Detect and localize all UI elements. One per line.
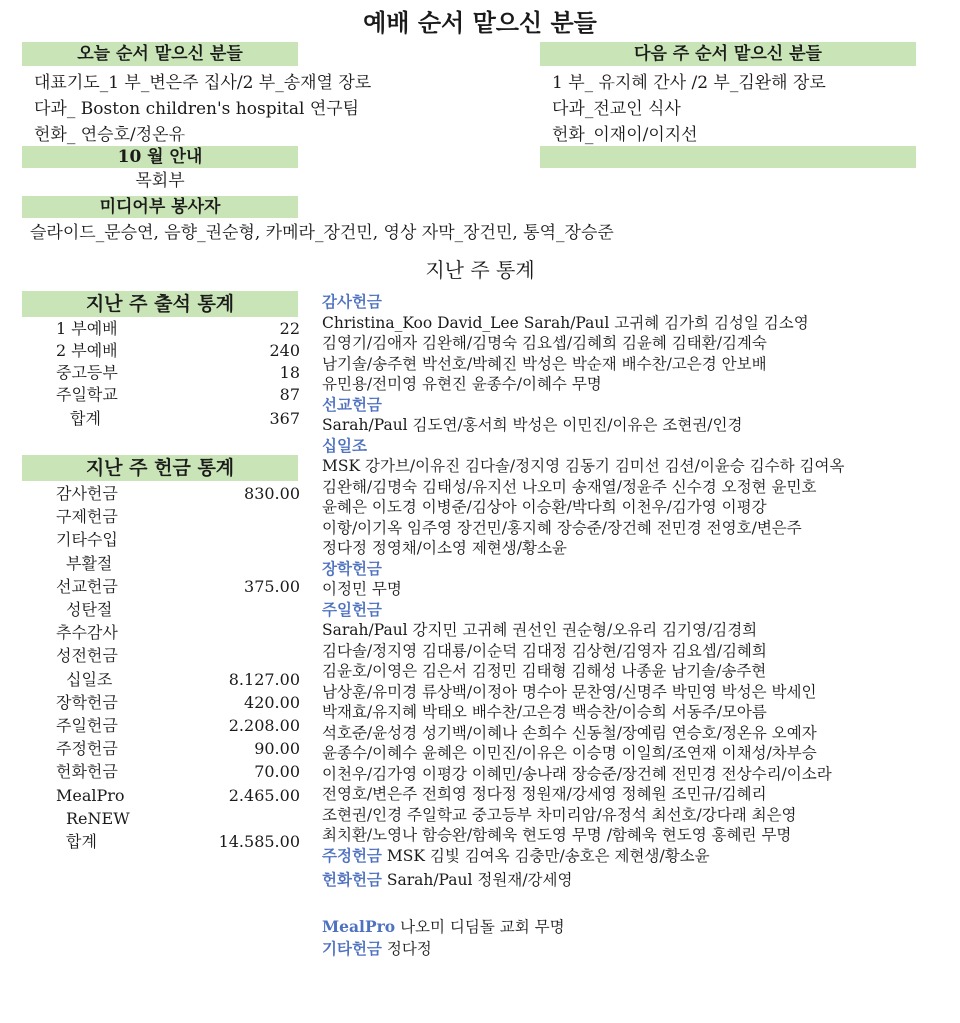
offering-label: 성전헌금 [56, 646, 118, 666]
offering-value: 70.00 [254, 762, 300, 782]
offering-value: 8.127.00 [228, 669, 300, 689]
media-header: 미디어부 봉사자 [22, 196, 298, 218]
today-line: 헌화_ 연승호/정온유 [34, 125, 186, 145]
donor-line: Sarah/Paul 강지민 고귀혜 권선인 권순형/오유리 김기영/김경희 [322, 621, 758, 639]
donor-lines [322, 313, 942, 395]
donor-line: 이항/이기옥 임주영 장건민/홍지혜 장승준/장건혜 전민경 전영호/변은주 [322, 518, 802, 537]
offering-value: 14.585.00 [218, 832, 300, 851]
donor-line: 남상훈/유미경 류상백/이정아 명수아 문찬영/신명주 박민영 박성은 박세인 [322, 682, 817, 701]
today-line: 대표기도_1 부_변은주 집사/2 부_송재열 장로 [34, 73, 372, 93]
offering-label: 장학헌금 [56, 692, 118, 712]
attendance-label: 주일학교 [56, 385, 118, 404]
donor-line: 김다솔/정지영 김대룡/이순덕 김대정 김상현/김영자 김요셉/김혜희 [322, 641, 767, 660]
attendance-value: 367 [269, 409, 300, 428]
donor-lines [322, 579, 942, 600]
october-header: 10 월 안내 [22, 146, 298, 168]
donor-lines [322, 620, 942, 846]
offering-label: 추수감사 [56, 623, 118, 643]
donor-line: Sarah/Paul 김도연/홍서희 박성은 이민진/이유은 조현권/인경 [322, 416, 743, 434]
offering-label: 구제헌금 [56, 507, 118, 527]
donor-line: 박재효/유지혜 박태오 배수찬/고은경 백승찬/이승희 서동주/모아름 [322, 703, 767, 721]
media-line: 슬라이드_문승연, 음향_권순형, 카메라_장건민, 영상 자막_장건민, 통역_장승준 [30, 223, 614, 243]
attendance-value: 240 [269, 341, 300, 360]
offering-value: 2.208.00 [228, 716, 300, 735]
today-line: 다과_ Boston children's hospital 연구팀 [34, 99, 360, 119]
donor-section-title: 기타헌금 [322, 939, 382, 958]
attendance-label: 2 부예배 [56, 341, 118, 360]
offering-value: 830.00 [244, 484, 300, 503]
donor-inline-row [322, 870, 942, 891]
attendance-header: 지난 주 출석 통계 [22, 291, 298, 317]
donor-section-title: 주정헌금 [322, 845, 382, 865]
donor-section-title: 주일헌금 [322, 599, 382, 619]
donor-line: 정다정 [386, 940, 432, 958]
donor-line: 석호준/윤성경 성기백/이혜나 손희수 신동철/장예림 연승호/정온유 오예자 [322, 723, 817, 742]
october-line: 목회부 [135, 171, 185, 191]
offering-header: 지난 주 헌금 통계 [22, 455, 298, 481]
donor-section-title: 감사헌금 [322, 292, 382, 311]
donor-line: 최치환/노영나 함승완/함혜욱 현도영 무명 /함혜욱 현도영 홍혜린 무명 [322, 826, 792, 844]
donor-line: 김영기/김애자 김완해/김명숙 김요셉/김혜희 김윤혜 김태환/김계숙 [322, 334, 767, 352]
offering-value: 420.00 [244, 692, 300, 712]
donor-lines [322, 456, 942, 559]
donor-line: 조현권/인경 주일학교 중고등부 차미리암/유정석 최선호/강다래 최은영 [322, 805, 797, 824]
offering-label: 부활절 [66, 553, 113, 573]
donor-line: Christina_Koo David_Lee Sarah/Paul 고귀혜 김가희 김성일 김소영 [322, 313, 809, 332]
attendance-value: 18 [279, 363, 300, 382]
next-empty-bar [540, 146, 916, 168]
donor-line: 김윤호/이영은 김은서 김정민 김태형 김해성 나종윤 남기솔/송주현 [322, 662, 767, 680]
offering-label: 기타수입 [56, 530, 118, 550]
offering-label: 선교헌금 [56, 576, 118, 596]
attendance-label: 중고등부 [56, 363, 118, 382]
donor-line: 이정민 무명 [322, 580, 402, 598]
attendance-label: 합계 [70, 409, 101, 428]
offering-label: 헌화헌금 [56, 762, 118, 782]
donor-inline-row [322, 939, 942, 960]
offering-label: 십일조 [66, 669, 113, 689]
donor-line: MSK 강가브/이유진 김다솔/정지영 김동기 김미선 김션/이윤승 김수하 김여옥 [322, 457, 845, 475]
offering-label: 주일헌금 [56, 716, 118, 735]
donor-line: 남기솔/송주현 박선호/박혜진 박성은 박순재 배수찬/고은경 안보배 [322, 354, 767, 373]
offering-value: 375.00 [244, 576, 300, 596]
attendance-value: 22 [279, 319, 300, 338]
offering-value: 90.00 [254, 739, 300, 759]
donor-line: 윤종수/이혜수 윤혜은 이민진/이유은 이승명 이일희/조연재 이채성/차부승 [322, 744, 817, 762]
offering-label: 주정헌금 [56, 739, 118, 759]
offering-value: 2.465.00 [228, 785, 300, 805]
donor-section-title: 장학헌금 [322, 558, 382, 578]
offering-label: 합계 [66, 832, 97, 851]
donor-section-title: MealPro [322, 916, 396, 936]
next-list [552, 70, 826, 148]
donor-line: 김완해/김명숙 김태성/유지선 나오미 송재열/정윤주 신수경 오정현 윤민호 [322, 477, 817, 496]
today-header: 오늘 순서 맡으신 분들 [22, 42, 298, 66]
next-header: 다음 주 순서 맡으신 분들 [540, 42, 916, 66]
donor-line: Sarah/Paul 정원재/강세영 [386, 871, 573, 889]
offering-label: 감사헌금 [56, 484, 118, 503]
donor-line: MSK 김빛 김여옥 김충만/송호은 제현생/황소윤 [386, 846, 710, 865]
donor-section-title: 십일조 [322, 435, 367, 455]
donor-section-title: 헌화헌금 [322, 870, 382, 889]
donor-line: 유민용/전미영 유현진 윤종수/이혜수 무명 [322, 375, 602, 393]
donor-inline-row [322, 846, 942, 867]
page-title: 예배 순서 맡으신 분들 [363, 8, 597, 37]
next-line: 헌화_이재이/이지선 [552, 125, 698, 145]
offering-table [22, 484, 302, 854]
donor-line: 나오미 디딤돌 교회 무명 [400, 917, 565, 936]
next-line: 다과_전교인 식사 [552, 99, 681, 119]
donor-inline-row [322, 917, 942, 938]
today-list [34, 70, 371, 148]
donor-lines [322, 415, 942, 436]
attendance-value: 87 [279, 385, 300, 404]
offering-label: 성탄절 [66, 600, 113, 619]
offering-label: MealPro [56, 785, 125, 805]
donor-line: 이천우/김가영 이평강 이혜민/송나래 장승준/장건혜 전민경 전상수리/이소라 [322, 764, 832, 783]
donor-line: 윤혜은 이도경 이병준/김상아 이승환/박다희 이천우/김가영 이평강 [322, 498, 767, 516]
next-line: 1 부_ 유지혜 간사 /2 부_김완해 장로 [552, 73, 826, 93]
offering-label: ReNEW [66, 808, 130, 828]
stats-title: 지난 주 통계 [425, 258, 535, 282]
donor-line: 전영호/변은주 전희영 정다정 정원재/강세영 정혜원 조민규/김혜리 [322, 785, 767, 803]
donors-column [322, 292, 942, 960]
donor-section-title: 선교헌금 [322, 394, 382, 414]
attendance-label: 1 부예배 [56, 319, 118, 338]
donor-line: 정다정 정영채/이소영 제현생/황소윤 [322, 539, 567, 557]
